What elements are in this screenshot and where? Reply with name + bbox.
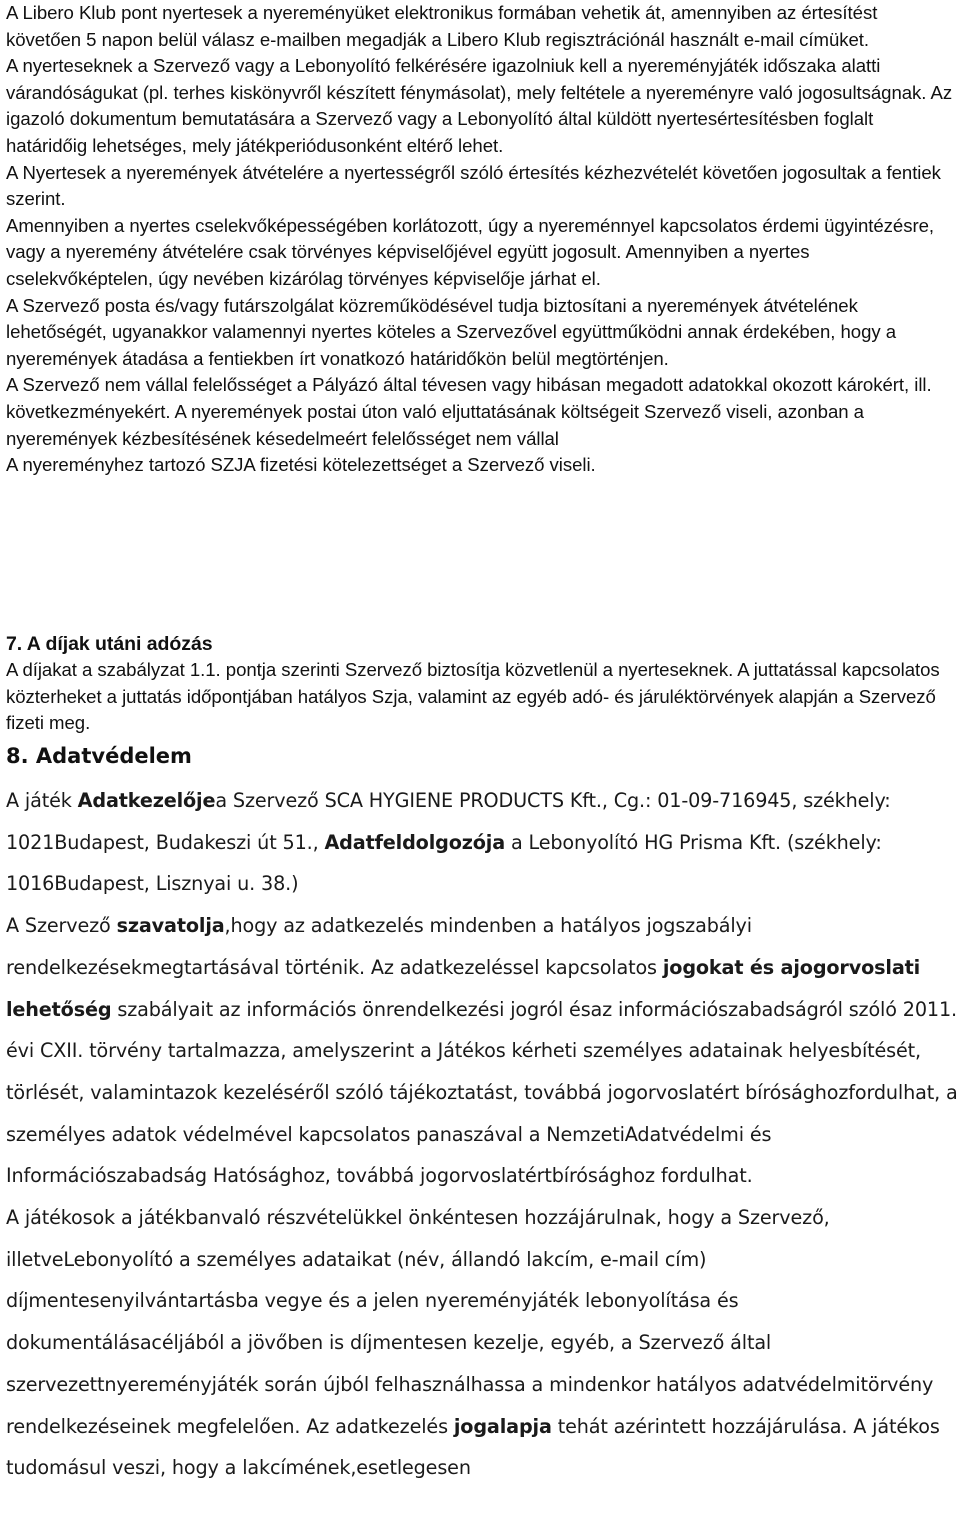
paragraph-tax-details: A díjakat a szabályzat 1.1. pontja szerinti Szervező biztosítja közvetlenül a nyerteseknek. A juttatással kapcsolatos közterheket a juttatás időpontjában hatályos Szja, valamint az egyéb adó- és járuléktörvények alapján a Szervező fizeti meg. xyxy=(6,659,940,734)
section-7-heading: 7. A díjak utáni adózás xyxy=(6,633,213,655)
paragraph-limited-capacity: Amennyiben a nyertes cselekvőképességében korlátozott, úgy a nyereménnyel kapcsolatos érdemi ügyintézésre, vagy a nyeremény átvételére csak törvényes képviselőjével együtt jogosult. Amennyiben a nyertes cselekvőképtelen, úgy nevében kizárólag törvényes képviselője járhat el. xyxy=(6,214,935,289)
paragraph-delivery: A Szervező posta és/vagy futárszolgálat közreműködésével tudja biztosítani a nyeremények átvételének lehetőségét, ugyanakkor valamennyi nyertes köteles a Szervezővel együttműködni annak érdekében, hogy a nyeremények átadása a fentiekben írt vonatkozó határidőkön belül megtörténjen. xyxy=(6,294,897,369)
rules-text-block xyxy=(6,0,956,479)
paragraph-electronic-prize: A Libero Klub pont nyertesek a nyereményüket elektronikus formában vehetik át, amennyiben az értesítést követően 5 napon belül válasz e-mailben megadják a Libero Klub regisztrációnál használt e-mail címüket. xyxy=(6,2,878,50)
section-8-heading: 8. Adatvédelem xyxy=(6,744,192,768)
paragraph-data-rights: A Szervező szavatolja,hogy az adatkezelés mindenben a hatályos jogszabályi rendelkezésekmegtartásával történik. Az adatkezeléssel kapcsolatos jogokat és ajogorvoslati lehetőség szabályait az információs önrendelkezési jogról ésaz információszabadságról szóló 2011. évi CXII. törvény tartalmazza, amelyszerint a Játékos kérheti személyes adatainak helyesbítését, törlését, valamintazok kezeléséről szóló tájékoztatást, továbbá jogorvoslatért bírósághozfordulhat, a személyes adatok védelmével kapcsolatos panaszával a NemzetiAdatvédelmi és Információszabadság Hatósághoz, továbbá jogorvoslatértbírósághoz fordulhat. xyxy=(6,914,958,1188)
paragraph-tax: A nyereményhez tartozó SZJA fizetési kötelezettséget a Szervező viseli. xyxy=(6,454,596,476)
section-8-text xyxy=(6,780,958,1489)
paragraph-pregnancy-proof: A nyerteseknek a Szervező vagy a Lebonyolító felkérésére igazolniuk kell a nyereményjáték időszaka alatti várandóságukat (pl. terhes kiskönyvről készített fénymásolat), mely feltétele a nyereményre való jogosultságnak. Az igazoló dokumentum bemutatására a Szervező vagy a Lebonyolító által küldött nyertesértesítésben foglalt határidőig lehetséges, mely játékperiódusonként eltérő lehet. xyxy=(6,55,953,156)
section-7-text xyxy=(6,657,956,737)
paragraph-data-controller: A játék Adatkezelőjea Szervező SCA HYGIENE PRODUCTS Kft., Cg.: 01-09-716945, székhely: 1021Budapest, Budakeszi út 51., Adatfeldolgozója a Lebonyolító HG Prisma Kft. (székhely: 1016Budapest, Lisznyai u. 38.) xyxy=(6,789,891,896)
paragraph-liability: A Szervező nem vállal felelősséget a Pályázó által tévesen vagy hibásan megadott adatokkal okozott károkért, ill. következményekért. A nyeremények postai úton való eljuttatásának költségeit Szervező viseli, azonban a nyeremények kézbesítésének késedelmeért felelősséget nem vállal xyxy=(6,374,932,449)
paragraph-consent: A játékosok a játékbanvaló részvételükkel önkéntesen hozzájárulnak, hogy a Szervező, illetveLebonyolító a személyes adataikat (név, állandó lakcím, e-mail cím) díjmentesenyilvántartásba vegye és a jelen nyereményjáték lebonyolítása és dokumentálásacéljából a jövőben is díjmentesen kezelje, egyéb, a Szervező által szervezettnyereményjáték során újból felhasználhassa a mindenkor hatályos adatvédelmitörvény rendelkezéseinek megfelelően. Az adatkezelés jogalapja tehát azérintett hozzájárulása. A játékos tudomásul veszi, hogy a lakcímének,esetlegesen xyxy=(6,1206,940,1480)
paragraph-prize-collection: A Nyertesek a nyeremények átvételére a nyertességről szóló értesítés kézhezvételét követően jogosultak a fentiek szerint. xyxy=(6,161,941,210)
